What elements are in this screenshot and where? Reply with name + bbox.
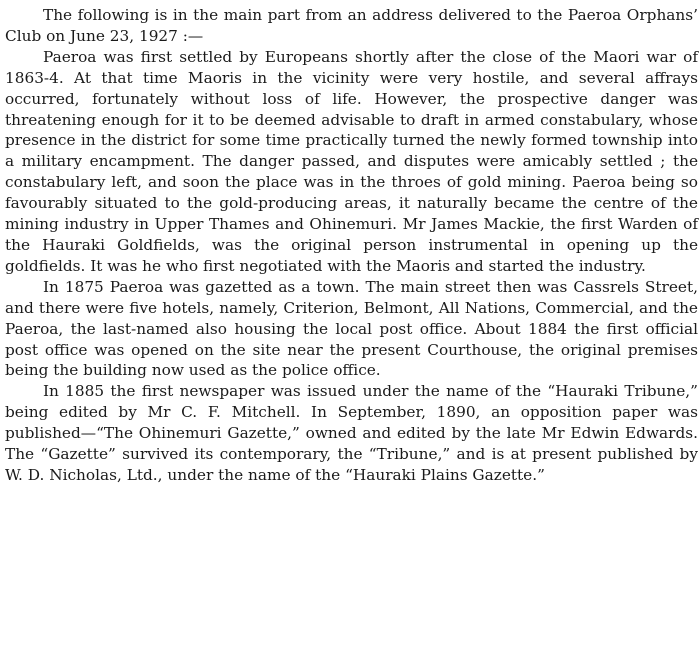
town-paragraph: In 1875 Paeroa was gazetted as a town. The main street then was Cassrels Street, and there were five hotels, namely, Criterion, Belmont, All Nations, Commercial, and the Paeroa, the last-named also housing the local post office. About 1884 the first official post office was opened on the site near the present Courthouse, the original premises being the building now used as the police office. [5,277,698,380]
settlement-paragraph: Paeroa was first settled by Europeans shortly after the close of the Maori war of 1863-4. At that time Maoris in the vicinity were very hostile, and several affrays occurred, fortunately without loss of life. However, the prospective danger was threatening enough for it to be deemed advisable to draft in armed constabulary, whose presence in the district for some time practically turned the newly formed township into a military encampment. The danger passed, and disputes were amicably settled ; the constabulary left, and soon the place was in the throes of gold mining. Paeroa being so favourably situated to the gold-producing areas, it naturally became the centre of the mining industry in Upper Thames and Ohinemuri. Mr James Mackie, the first Warden of the Hauraki Goldfields, was the original person instrumental in opening up the goldfields. It was he who first negotiated with the Maoris and started the industry. [5,47,698,275]
newspaper-paragraph: In 1885 the first newspaper was issued under the name of the “Hauraki Tribune,” being edited by Mr C. F. Mitchell. In September, 1890, an opposition paper was published—“The Ohinemuri Gazette,” owned and edited by the late Mr Edwin Edwards. The “Gazette” survived its contemporary, the “Tribune,” and is at present published by W. D. Nicholas, Ltd., under the name of the “Hauraki Plains Gazette.” [5,382,698,484]
intro-paragraph: The following is in the main part from an address delivered to the Paeroa Orphans’ Club on June 23, 1927 :— [5,6,698,45]
